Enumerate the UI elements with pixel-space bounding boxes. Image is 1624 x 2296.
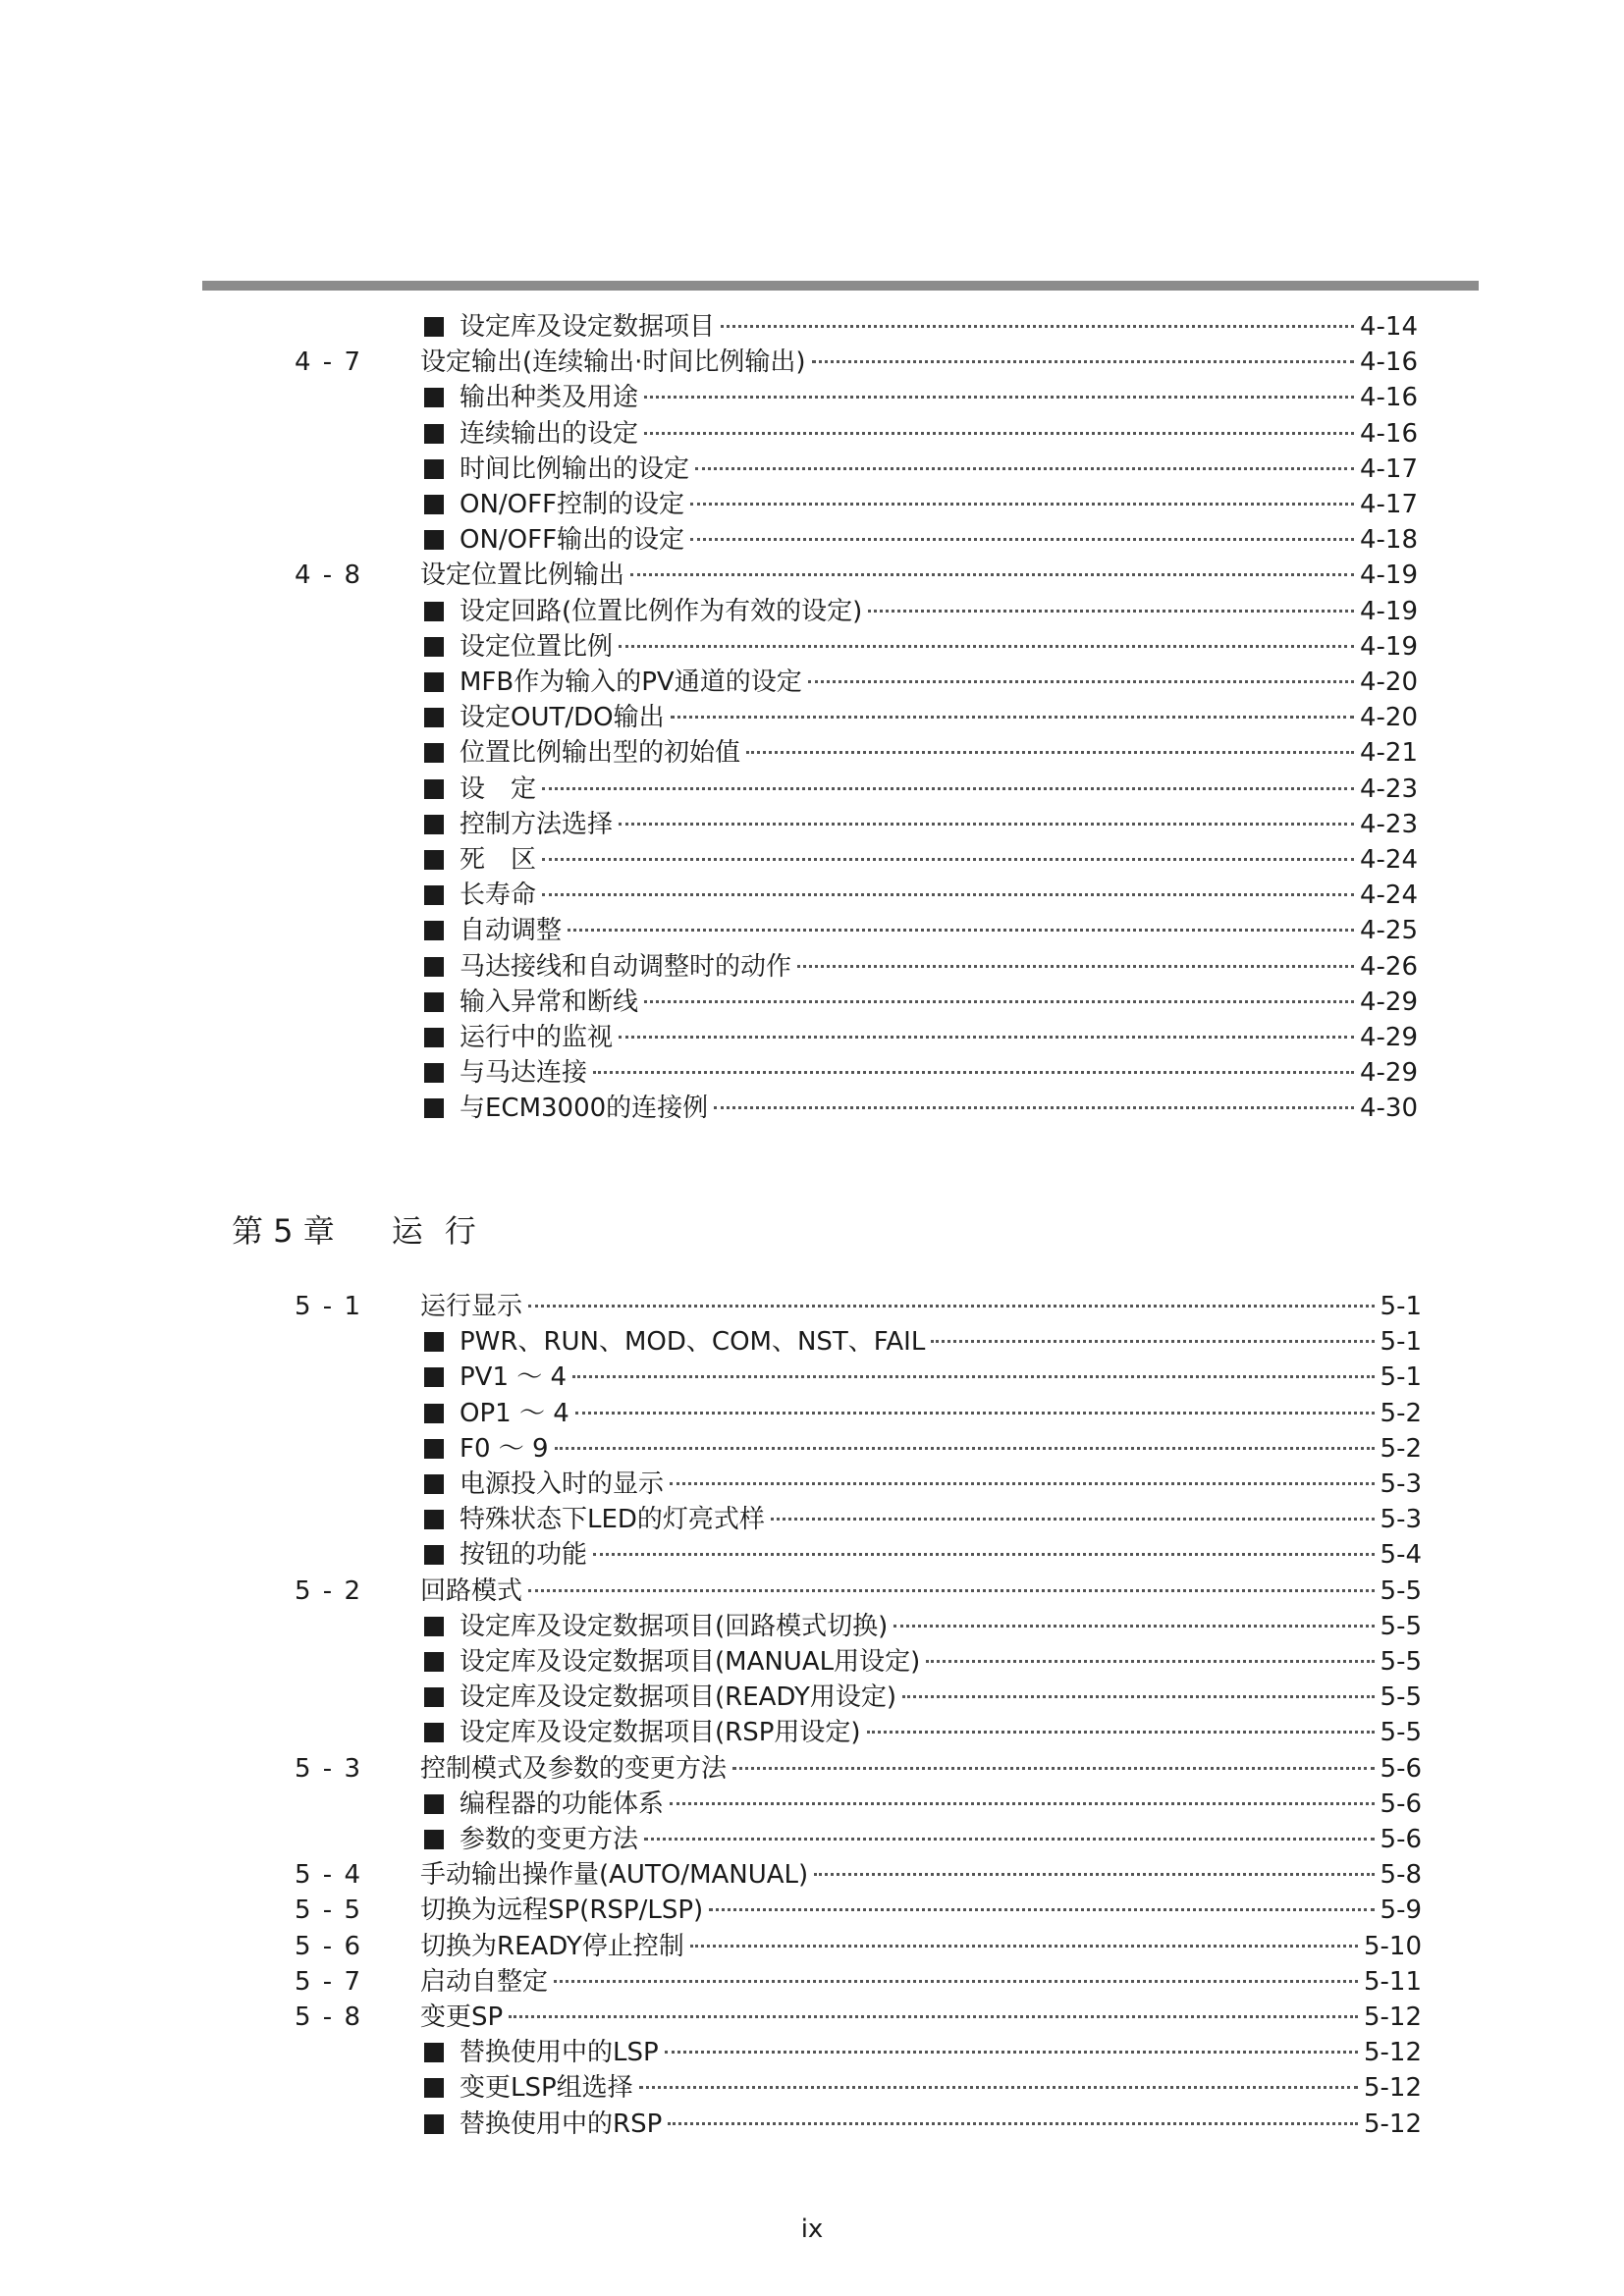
dot-leader [695,467,1354,470]
toc-item-row [0,1056,1418,1090]
toc-entry [420,1858,1422,1892]
dot-leader [709,1908,1374,1911]
entry-page: 4-19 [1359,596,1418,626]
square-bullet-icon [424,637,444,657]
entry-page: 4-16 [1359,347,1418,378]
entry-title: 死 区 [460,845,537,875]
square-bullet-icon [424,424,444,444]
entry-title: 电源投入时的显示 [460,1469,665,1499]
dot-leader [593,1071,1354,1074]
top-rule [202,281,1479,291]
entry-title: 特殊状态下LED的灯亮式样 [460,1505,765,1535]
entry-page: 5-3 [1380,1505,1422,1535]
entry-page: 4-29 [1359,1023,1418,1052]
toc-entry [424,773,1418,806]
toc-entry [424,1645,1422,1679]
entry-page: 4-17 [1359,454,1418,484]
entry-title: ON/OFF输出的设定 [460,525,685,556]
toc-item-row [0,310,1418,344]
square-bullet-icon [424,530,444,550]
dot-leader [670,1482,1375,1485]
toc-entry [424,1716,1422,1749]
entry-title: OP1 ～ 4 [460,1398,569,1428]
section-number: 5 - 4 [295,1860,362,1891]
entry-page: 4-16 [1359,418,1418,449]
entry-page: 5-10 [1363,1931,1422,1961]
section-number: 5 - 6 [295,1931,362,1961]
entry-title: 启动自整定 [420,1966,549,1997]
entry-title: 按钮的功能 [460,1540,588,1571]
toc-entry [424,630,1418,664]
toc-item-row [0,1681,1422,1714]
entry-page: 4-17 [1359,490,1418,519]
toc-section-row [0,1290,1422,1323]
entry-page: 5-1 [1380,1362,1422,1393]
entry-page: 4-14 [1359,312,1418,342]
square-bullet-icon [424,1474,444,1494]
square-bullet-icon [424,1510,444,1529]
dot-leader [619,823,1354,826]
toc-item-row [0,1788,1422,1821]
square-bullet-icon [424,459,444,479]
entry-page: 4-18 [1359,525,1418,556]
square-bullet-icon [424,2043,444,2062]
toc-section-row [0,1858,1422,1892]
entry-page: 5-5 [1380,1575,1422,1606]
toc-item-row [0,879,1418,912]
toc-section-row [0,1752,1422,1786]
entry-title: 与马达连接 [460,1058,588,1089]
entry-title: F0 ～ 9 [460,1433,549,1464]
toc-entry [420,1575,1422,1608]
square-bullet-icon [424,2114,444,2134]
toc-entry [424,2036,1422,2069]
entry-title: ON/OFF控制的设定 [460,490,685,519]
toc-item-row [0,2071,1422,2105]
toc-item-row [0,1645,1422,1679]
toc-item-row [0,1716,1422,1749]
entry-page: 4-20 [1359,667,1418,697]
square-bullet-icon [424,850,444,870]
square-bullet-icon [424,1830,444,1849]
section-number: 4 - 8 [295,561,362,591]
entry-page: 4-25 [1359,916,1418,946]
toc-entry [420,1965,1422,1999]
entry-title: 控制模式及参数的变更方法 [420,1753,728,1784]
toc-item-row [0,630,1418,664]
dot-leader [542,787,1354,790]
dot-leader [812,360,1354,363]
square-bullet-icon [424,957,444,977]
entry-title: 自动调整 [460,916,563,946]
entry-title: 与ECM3000的连接例 [460,1094,709,1124]
square-bullet-icon [424,1332,444,1352]
entry-page: 5-6 [1380,1825,1422,1854]
entry-title: 马达接线和自动调整时的动作 [460,951,792,982]
toc-entry [420,559,1418,592]
entry-page: 5-9 [1380,1896,1422,1926]
dot-leader [867,1731,1375,1734]
square-bullet-icon [424,779,444,799]
toc-entry [424,453,1418,486]
dot-leader [542,858,1354,861]
toc-entry [420,1894,1422,1927]
toc-entry [424,666,1418,699]
entry-page: 5-2 [1380,1398,1422,1428]
toc-entry [424,1681,1422,1714]
entry-page: 5-6 [1380,1753,1422,1784]
dot-leader [644,1000,1354,1003]
entry-page: 5-8 [1380,1860,1422,1891]
dot-leader [902,1695,1374,1698]
toc-item-row [0,453,1418,486]
dot-leader [619,645,1354,648]
entry-title: 设 定 [460,774,537,804]
entry-title: PV1 ～ 4 [460,1362,568,1393]
toc-entry [424,595,1418,628]
toc-entry [424,1325,1422,1359]
dot-leader [644,1838,1375,1841]
toc-item-row [0,1610,1422,1643]
entry-page: 4-20 [1359,703,1418,733]
toc-item-row [0,666,1418,699]
square-bullet-icon [424,1545,444,1565]
toc-entry [424,1056,1418,1090]
dot-leader [644,396,1354,399]
entry-title: 输出种类及用途 [460,383,639,413]
square-bullet-icon [424,317,444,337]
toc-entry [420,346,1418,379]
entry-title: 位置比例输出型的初始值 [460,738,741,769]
dot-leader [670,1802,1375,1805]
toc-item-row [0,914,1418,947]
dot-leader [690,538,1354,541]
dot-leader [593,1553,1375,1556]
toc-item-row [0,986,1418,1019]
entry-title: 长寿命 [460,881,537,911]
square-bullet-icon [424,1028,444,1047]
entry-title: 替换使用中的RSP [460,2109,663,2139]
toc-entry [424,950,1418,984]
square-bullet-icon [424,1404,444,1423]
toc-entry [424,736,1418,770]
toc-item-row [0,1397,1422,1430]
dot-leader [572,1375,1374,1378]
entry-page: 4-24 [1359,845,1418,875]
toc-entry [424,808,1418,841]
entry-title: 设定库及设定数据项目(RSP用设定) [460,1718,861,1748]
toc-item-row [0,381,1418,414]
toc-item-row [0,1468,1422,1501]
section-number: 5 - 3 [295,1753,362,1784]
entry-title: 设定OUT/DO输出 [460,703,665,733]
toc-item-row [0,1325,1422,1359]
toc-entry [424,1503,1422,1536]
entry-page: 5-5 [1380,1682,1422,1713]
toc-entry [424,843,1418,877]
entry-page: 5-4 [1380,1540,1422,1571]
toc-entry [424,488,1418,521]
entry-title: 切换为远程SP(RSP/LSP) [420,1896,704,1926]
toc-entry [424,1788,1422,1821]
entry-title: 设定库及设定数据项目 [460,312,716,342]
square-bullet-icon [424,1367,444,1387]
entry-title: 变更LSP组选择 [460,2073,633,2104]
dot-leader [931,1340,1374,1343]
entry-page: 4-19 [1359,631,1418,662]
page-number: ix [800,2215,824,2244]
entry-page: 4-29 [1359,987,1418,1017]
square-bullet-icon [424,1652,444,1672]
square-bullet-icon [424,708,444,727]
entry-page: 5-12 [1363,2109,1422,2139]
entry-title: 设定位置比例 [460,631,614,662]
entry-page: 5-1 [1380,1327,1422,1358]
section-number: 5 - 7 [295,1966,362,1997]
toc-item-row [0,417,1418,451]
toc-entry [424,523,1418,557]
dot-leader [644,432,1354,435]
entry-page: 5-2 [1380,1433,1422,1464]
dot-leader [690,503,1354,506]
section-number: 5 - 1 [295,1292,362,1321]
toc-item-row [0,1503,1422,1536]
entry-page: 4-23 [1359,774,1418,804]
dot-leader [732,1767,1375,1770]
dot-leader [575,1412,1375,1415]
dot-leader [771,1518,1375,1521]
toc-item-row [0,1823,1422,1856]
section-number: 5 - 5 [295,1896,362,1926]
toc-item-row [0,701,1418,734]
toc-entry [424,310,1418,344]
toc-entry [420,1930,1422,1963]
chapter-title: 运行 [391,1212,498,1250]
dot-leader [509,2015,1358,2018]
dot-leader [808,680,1354,683]
entry-page: 4-24 [1359,881,1418,911]
entry-page: 4-29 [1359,1058,1418,1089]
dot-leader [714,1106,1354,1109]
toc-section-row [0,1894,1422,1927]
dot-leader [814,1873,1374,1876]
toc-item-row [0,773,1418,806]
dot-leader [555,1447,1375,1450]
toc-entry [424,1397,1422,1430]
square-bullet-icon [424,602,444,621]
entry-page: 5-11 [1363,1966,1422,1997]
dot-leader [639,2086,1358,2089]
entry-page: 5-5 [1380,1718,1422,1748]
square-bullet-icon [424,1098,444,1118]
entry-title: 设定库及设定数据项目(READY用设定) [460,1682,897,1713]
entry-title: 运行中的监视 [460,1023,614,1052]
toc-item-row [0,843,1418,877]
dot-leader [630,573,1354,576]
toc-entry [420,1752,1422,1786]
toc-item-row [0,523,1418,557]
entry-title: PWR、RUN、MOD、COM、NST、FAIL [460,1327,926,1358]
square-bullet-icon [424,495,444,514]
toc-section-row [0,2001,1422,2034]
entry-title: 时间比例输出的设定 [460,454,690,484]
toc-entry [424,381,1418,414]
toc-entry [424,1538,1422,1572]
entry-page: 5-1 [1380,1292,1422,1321]
section-number: 5 - 8 [295,2002,362,2032]
dot-leader [746,751,1354,754]
section-number: 5 - 2 [295,1575,362,1606]
entry-title: 设定回路(位置比例作为有效的设定) [460,596,863,626]
square-bullet-icon [424,2078,444,2098]
square-bullet-icon [424,1063,444,1083]
entry-page: 4-23 [1359,809,1418,839]
toc-item-row [0,1538,1422,1572]
dot-leader [668,2122,1358,2125]
toc-item-row [0,950,1418,984]
toc-entry [424,417,1418,451]
square-bullet-icon [424,1687,444,1707]
dot-leader [893,1625,1374,1628]
square-bullet-icon [424,1617,444,1636]
toc-section-row [0,346,1418,379]
toc-entry [420,1290,1422,1323]
entry-title: 连续输出的设定 [460,418,639,449]
dot-leader [554,1980,1358,1983]
square-bullet-icon [424,992,444,1012]
entry-page: 5-6 [1380,1789,1422,1819]
section-number: 4 - 7 [295,347,362,378]
dot-leader [665,2051,1358,2054]
square-bullet-icon [424,815,444,834]
entry-title: 编程器的功能体系 [460,1789,665,1819]
square-bullet-icon [424,388,444,407]
toc-item-row [0,488,1418,521]
entry-title: 设定库及设定数据项目(回路模式切换) [460,1611,889,1641]
entry-page: 5-5 [1380,1611,1422,1641]
toc-entry [424,1361,1422,1394]
entry-page: 4-30 [1359,1094,1418,1124]
entry-title: 变更SP [420,2002,504,2032]
entry-title: 参数的变更方法 [460,1825,639,1854]
toc-item-row [0,1432,1422,1466]
entry-title: 替换使用中的LSP [460,2038,659,2068]
dot-leader [797,965,1354,968]
toc-section-row [0,1575,1422,1608]
toc-entry [424,879,1418,912]
toc-entry [424,1468,1422,1501]
dot-leader [528,1305,1375,1308]
entry-title: 输入异常和断线 [460,987,639,1017]
entry-page: 5-3 [1380,1469,1422,1499]
toc-entry [424,914,1418,947]
toc-entry [424,1092,1418,1125]
entry-title: 控制方法选择 [460,809,614,839]
chapter-label: 第 5 章 [232,1212,335,1250]
toc-entry [424,1610,1422,1643]
dot-leader [542,893,1354,896]
entry-title: 设定库及设定数据项目(MANUAL用设定) [460,1647,921,1677]
toc-section-row [0,1930,1422,1963]
toc-item-row [0,808,1418,841]
dot-leader [868,610,1354,613]
toc-item-row [0,1092,1418,1125]
dot-leader [528,1589,1375,1592]
square-bullet-icon [424,1723,444,1742]
toc-section-row [0,559,1418,592]
entry-title: 回路模式 [420,1575,523,1606]
entry-page: 5-5 [1380,1647,1422,1677]
entry-title: 设定输出(连续输出·时间比例输出) [420,347,806,378]
entry-page: 4-16 [1359,383,1418,413]
square-bullet-icon [424,1794,444,1814]
toc-entry [424,1432,1422,1466]
entry-title: 运行显示 [420,1292,523,1321]
entry-page: 4-21 [1359,738,1418,769]
entry-title: 手动输出操作量(AUTO/MANUAL) [420,1860,809,1891]
entry-page: 5-12 [1363,2073,1422,2104]
toc-entry [420,2001,1422,2034]
dot-leader [568,929,1354,932]
entry-page: 4-19 [1359,561,1418,591]
toc-entry [424,1823,1422,1856]
square-bullet-icon [424,885,444,905]
dot-leader [671,716,1354,719]
entry-page: 5-12 [1363,2038,1422,2068]
toc-item-row [0,2036,1422,2069]
entry-page: 4-26 [1359,951,1418,982]
toc-item-row [0,736,1418,770]
toc-section-row [0,1965,1422,1999]
chapter-heading [232,1209,498,1253]
entry-title: 设定位置比例输出 [420,561,625,591]
toc-entry [424,2071,1422,2105]
toc-entry [424,986,1418,1019]
toc-entry [424,1021,1418,1054]
dot-leader [926,1660,1374,1663]
toc-item-row [0,1021,1418,1054]
entry-title: 切换为READY停止控制 [420,1931,684,1961]
dot-leader [690,1945,1358,1948]
entry-title: MFB作为输入的PV通道的设定 [460,667,802,697]
square-bullet-icon [424,743,444,763]
toc-item-row [0,1361,1422,1394]
entry-page: 5-12 [1363,2002,1422,2032]
dot-leader [721,325,1354,328]
dot-leader [619,1036,1354,1039]
square-bullet-icon [424,921,444,940]
toc-entry [424,2108,1422,2141]
square-bullet-icon [424,1439,444,1459]
toc-item-row [0,595,1418,628]
square-bullet-icon [424,672,444,692]
toc-entry [424,701,1418,734]
toc-item-row [0,2108,1422,2141]
